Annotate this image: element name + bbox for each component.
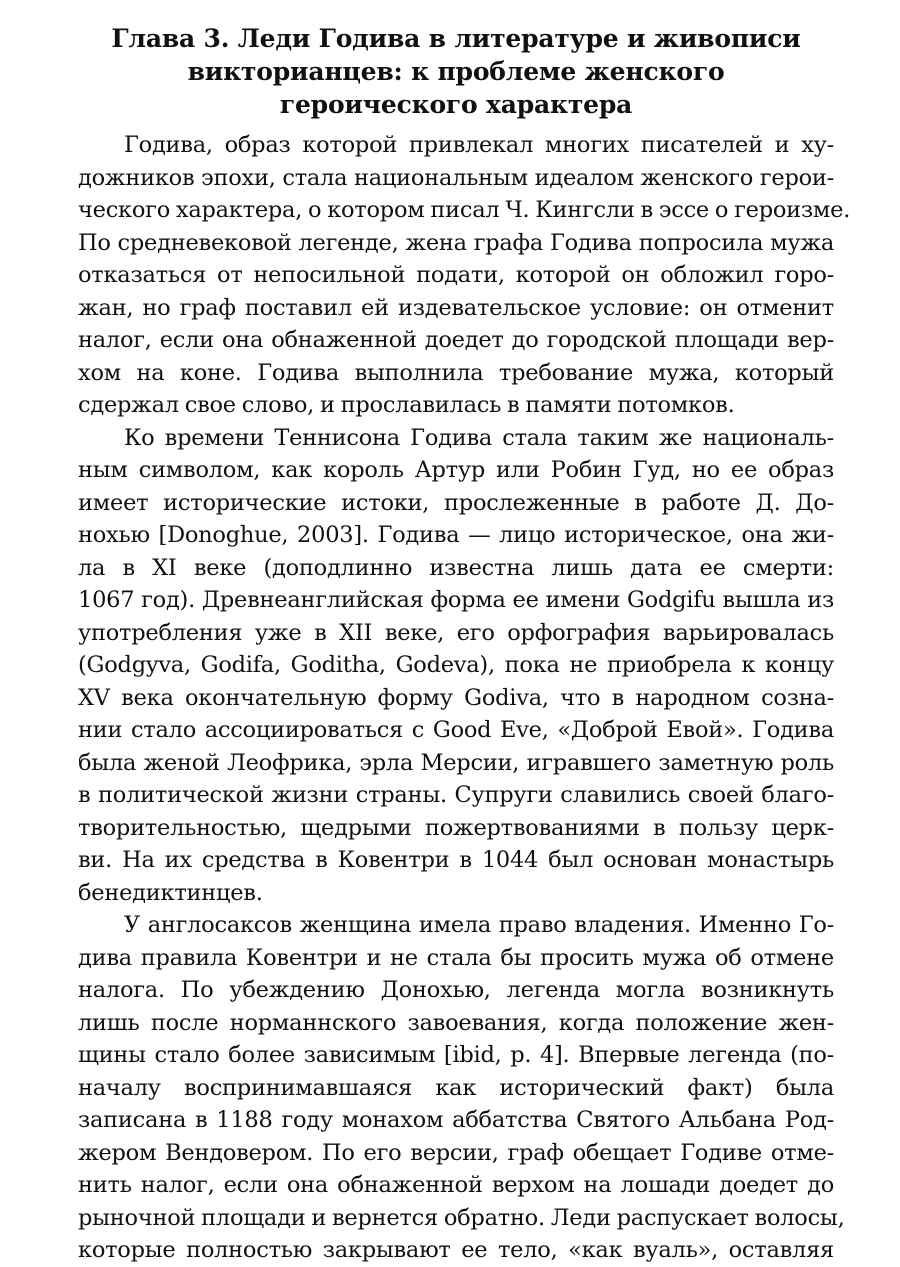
text-line: дожников эпохи, стала национальным идеалом женского герои- [78,164,834,191]
text-line: лишь после норманнского завоевания, когда положение жен- [78,1009,834,1036]
text-line: имеет исторические истоки, прослеженные в работе Д. До- [78,489,834,516]
text-line: употребления уже в XII веке, его орфография варьировалась [78,619,834,646]
text-line: ви. На их средства в Ковентри в 1044 был основан монастырь [78,847,834,873]
text-line: хом на коне. Годива выполнила требование мужа, который [78,359,834,386]
text-line: рыночной площади и вернется обратно. Леди распускает волосы, [78,1204,845,1231]
text-line: дива правила Ковентри и не стала бы просить мужа об отмене [78,944,834,971]
text-line: щины стало более зависимым [ibid, p. 4]. Впервые легенда (по- [78,1042,834,1068]
text-line: Ко времени Теннисона Годива стала таким же националь- [124,424,834,451]
text-line: записана в 1188 году монахом аббатства Святого Альбана Род- [78,1107,834,1133]
paragraph-2 [78,422,834,910]
chapter-title-line: Глава 3. Леди Годива в литературе и живописи [111,24,801,53]
text-line: была женой Леофрика, эрла Мерсии, игравшего заметную роль [78,749,834,776]
text-line: которые полностью закрывают ее тело, «как вуаль», оставляя [78,1237,834,1263]
text-line: началу воспринимавшаяся как исторический факт) была [78,1074,834,1101]
text-line: отказаться от непосильной подати, которой он обложил горо- [78,262,834,288]
paragraph-3 [78,909,845,1267]
text-line: налог, если она обнаженной доедет до городской площади вер- [78,327,834,353]
book-page [78,22,851,1267]
text-line: Годива, образ которой привлекал многих писателей и ху- [124,132,834,158]
text-line: творительностью, щедрыми пожертвованиями в пользу церк- [78,814,834,841]
chapter-title-line: героического характера [279,90,633,119]
text-line: ческого характера, о котором писал Ч. Кингсли в эссе о героизме. [78,197,851,223]
paragraph-1 [78,129,851,422]
chapter-title-line: викторианцев: к проблеме женского [187,57,725,86]
text-line: (Godgyva, Godifa, Goditha, Godeva), пока не приобрела к концу [78,652,834,678]
text-line: нии стало ассоциироваться с Good Eve, «Доброй Евой». Годива [78,717,834,743]
text-line: нить налог, если она обнаженной верхом на лошади доедет до [78,1172,834,1198]
text-line: ла в XI веке (доподлинно известна лишь дата ее смерти: [78,554,834,581]
text-line: 1067 год). Древнеанглийская форма ее имени Godgifu вышла из [78,587,834,613]
text-line: налога. По убеждению Донохью, легенда могла возникнуть [78,977,834,1003]
text-line: жером Вендовером. По его версии, граф обещает Годиве отме- [78,1139,834,1166]
text-line: бенедиктинцев. [78,879,263,906]
text-line: сдержал свое слово, и прославилась в памяти потомков. [78,392,735,418]
text-line: XV века окончательную форму Godiva, что в народном созна- [78,684,834,711]
text-line: По средневековой легенде, жена графа Годива попросила мужа [78,229,834,256]
text-line: жан, но граф поставил ей издевательское условие: он отменит [78,294,834,321]
text-line: У англосаксов женщина имела право владения. Именно Го- [124,912,834,938]
text-line: в политической жизни страны. Супруги славились своей благо- [78,782,834,808]
chapter-title [78,22,834,121]
text-line: ным символом, как король Артур или Робин Гуд, но ее образ [78,457,834,483]
text-line: нохью [Donoghue, 2003]. Годива — лицо историческое, она жи- [78,522,834,548]
body-text [78,129,851,1267]
